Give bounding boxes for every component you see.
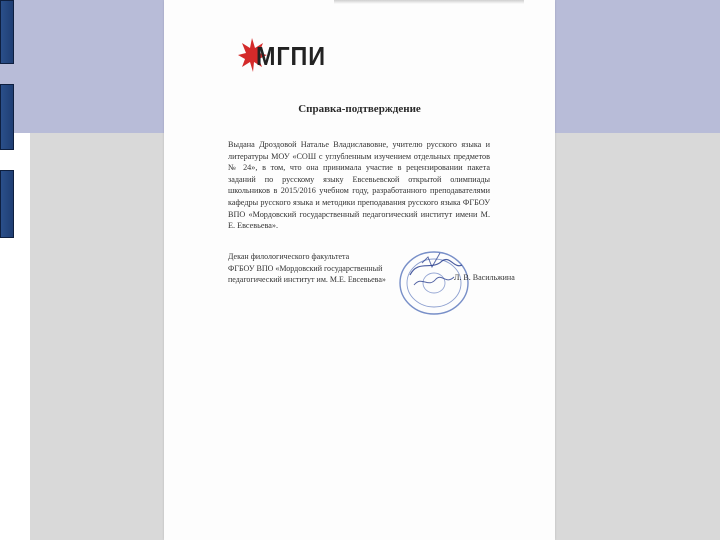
signature-block	[228, 251, 408, 286]
document-title: Справка-подтверждение	[298, 103, 421, 115]
institute-logo	[238, 36, 348, 76]
logo-text: МГПИ	[256, 41, 327, 71]
signature-line: ФГБОУ ВПО «Мордовский государственный	[228, 263, 383, 273]
scanned-document	[164, 0, 555, 540]
slide-side-bar	[0, 84, 14, 150]
signatory-name: Л. В. Васильжина	[454, 273, 515, 282]
slide-side-bar	[0, 170, 14, 238]
signature-line: педагогический институт им. М.Е. Евсевьева»	[228, 275, 386, 284]
document-body: Выдана Дроздовой Наталье Владиславовне, учителю русского языка и литературы МОУ «СОШ с углубленным изучением отдельных предметов № 24», в том, что она принимала участие в рецензировании пакета заданий по русскому языку Евсевьевской открытой олимпиады школьников в 2015/2016 учебном году, разработанного преподавателями кафедры русского языка и методики преподавания русского языка ФГБОУ ВПО «Мордовский государственный педагогический институт имени М. Е. Евсевьева».	[228, 140, 490, 231]
slide-side-bar	[0, 0, 14, 64]
signature-line: Декан филологического факультета	[228, 252, 350, 261]
page-fold-shadow	[334, 0, 524, 4]
